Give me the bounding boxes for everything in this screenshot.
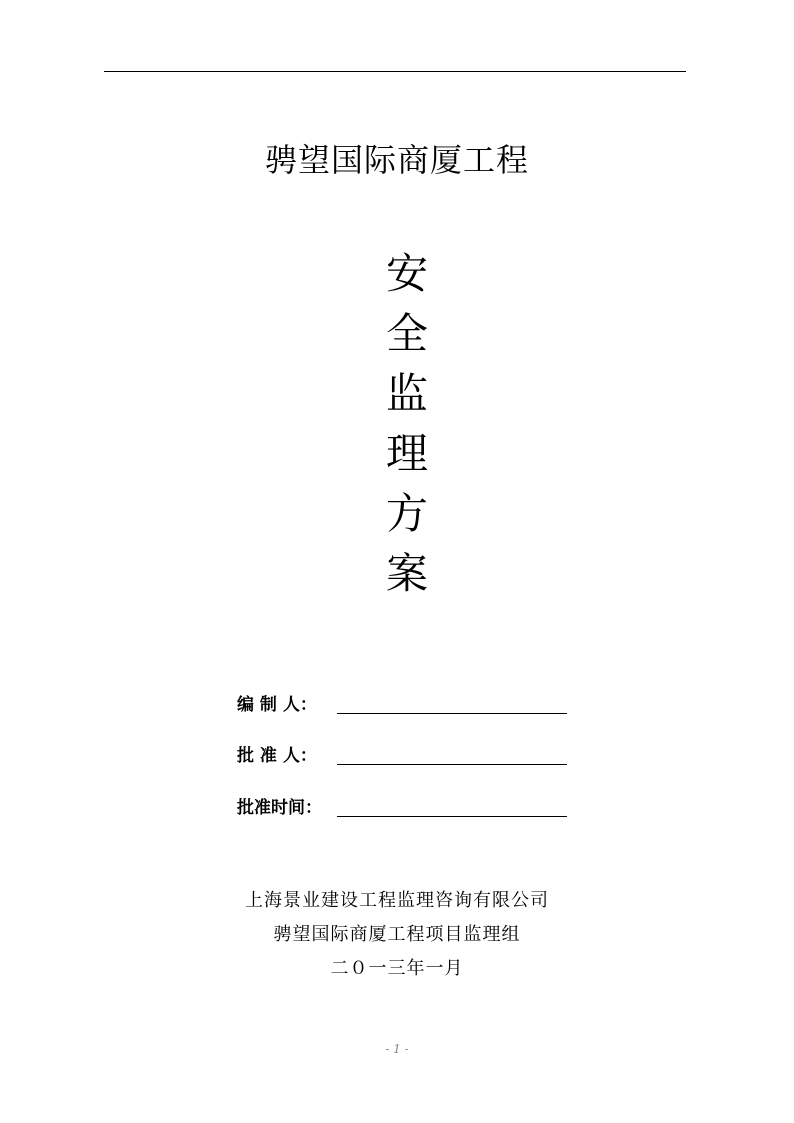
approval-time-blank-line (337, 816, 567, 817)
document-title-char: 安 (385, 249, 428, 298)
document-title-char: 监 (385, 369, 428, 418)
document-title-char: 案 (385, 549, 428, 598)
document-title-char: 理 (385, 429, 428, 478)
compiler-blank-line (337, 713, 567, 714)
approver-label: 批 准 人： (237, 746, 317, 766)
approver-field (237, 741, 577, 771)
approval-time-field (237, 793, 577, 823)
approver-blank-line (337, 764, 567, 765)
project-title: 骋望国际商厦工程 (264, 141, 529, 179)
page-number: - 1 - (385, 1042, 409, 1056)
approval-time-label: 批准时间： (237, 798, 322, 818)
document-title-char: 方 (385, 489, 428, 538)
compiler-field (237, 690, 577, 720)
compiler-label: 编 制 人： (237, 695, 317, 715)
document-title-char: 全 (385, 309, 428, 358)
issuer-block (0, 884, 794, 986)
project-group-name: 骋望国际商厦工程项目监理组 (273, 924, 521, 945)
company-name: 上海景业建设工程监理咨询有限公司 (245, 890, 549, 911)
issue-date: 二０一三年一月 (330, 958, 464, 979)
header-rule (104, 71, 686, 72)
document-title (377, 244, 437, 604)
